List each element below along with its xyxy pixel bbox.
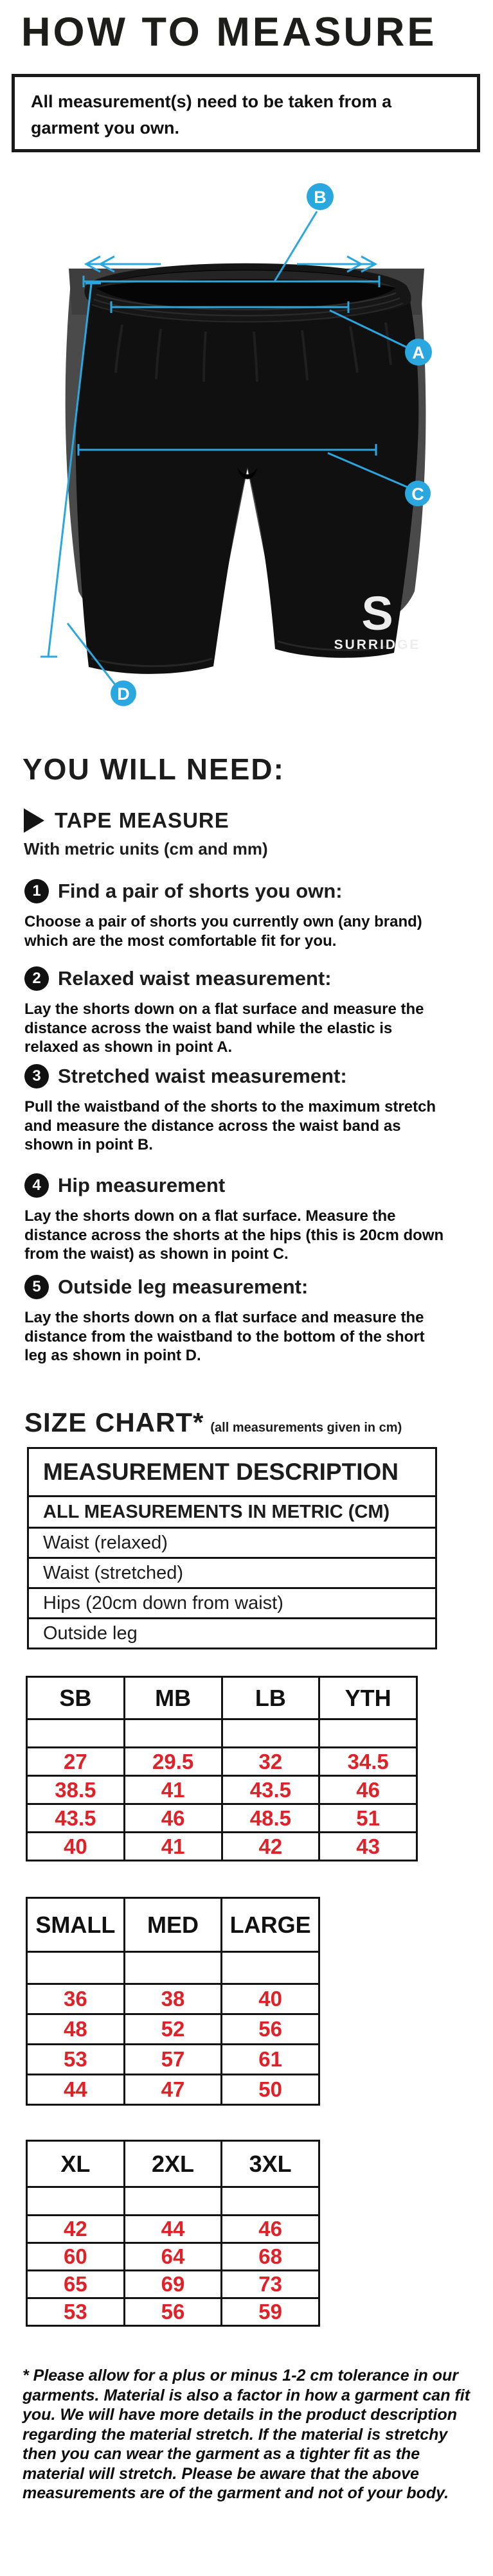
table-cell-empty [27,1719,125,1748]
measurement-description-table [27,1447,437,1649]
table-cell: Waist (relaxed) [28,1528,436,1558]
table-cell: 73 [222,2271,319,2298]
table-cell: 48 [27,2014,125,2045]
table-cell: 60 [27,2243,125,2271]
table-cell-empty [124,2187,222,2216]
table-cell: 44 [124,2216,222,2243]
table-cell: Hips (20cm down from waist) [28,1588,436,1619]
step-4-body: Lay the shorts down on a flat surface. Measure the distance across the shorts at the hips (this is 20cm down from the waist) as shown in point C. [24,1207,444,1263]
table-cell: 46 [124,1804,222,1833]
table-cell-empty [222,1719,319,1748]
table-cell-empty [319,1719,417,1748]
step-title: Stretched waist measurement: [58,1065,347,1087]
table-header-cell: SMALL [27,1898,125,1952]
table-cell: 40 [27,1833,125,1861]
step-number-badge: 2 [24,966,49,991]
table-cell: 29.5 [124,1748,222,1776]
notice-text: All measurement(s) need to be taken from a garment you own. [31,92,392,138]
step-number-badge: 3 [24,1064,49,1088]
adult-size-table [26,1897,320,2106]
table-cell-empty [124,1719,222,1748]
table-cell: 38.5 [27,1776,125,1804]
table-cell: 53 [27,2298,125,2326]
table-cell: 65 [27,2271,125,2298]
table-cell: 50 [222,2075,319,2105]
table-cell: 38 [124,1984,222,2014]
step-1-body: Choose a pair of shorts you currently own (any brand) which are the most comfortable fit for you. [24,913,422,950]
play-triangle-icon [24,808,44,833]
size-chart-subtitle: (all measurements given in cm) [210,1421,402,1435]
table-header-cell: MED [124,1898,222,1952]
table-cell: 42 [27,2216,125,2243]
point-d-label: D [117,684,130,704]
size-chart-title: SIZE CHART* [24,1407,204,1437]
table-cell: 48.5 [222,1804,319,1833]
table-cell: 69 [124,2271,222,2298]
table-cell-empty [222,2187,319,2216]
point-c-label: C [411,484,424,504]
you-will-need-heading: YOU WILL NEED: [22,752,285,786]
table-cell: 41 [124,1833,222,1861]
table-header-cell: MB [124,1677,222,1719]
step-2-heading [24,966,332,991]
step-3-heading [24,1064,347,1088]
step-number-badge: 5 [24,1275,49,1299]
table-cell: ALL MEASUREMENTS IN METRIC (CM) [28,1497,436,1528]
table-cell: 43 [319,1833,417,1861]
table-cell: 32 [222,1748,319,1776]
step-5-body: Lay the shorts down on a flat surface and measure the distance from the waistband to the bottom of the short leg as shown in point D. [24,1309,425,1365]
tape-measure-item [24,808,229,833]
table-cell: 43.5 [222,1776,319,1804]
table-cell: 52 [124,2014,222,2045]
step-title: Relaxed waist measurement: [58,967,332,990]
page-title: HOW TO MEASURE [21,10,437,55]
xl-size-table [26,2140,320,2327]
shorts-measurement-diagram [0,180,493,790]
step-2-body: Lay the shorts down on a flat surface and measure the distance across the waist band while the elastic is relaxed as shown in point A. [24,1000,424,1056]
point-a-label: A [412,343,425,362]
table-header-cell: 3XL [222,2141,319,2187]
table-cell: 42 [222,1833,319,1861]
table-cell: Outside leg [28,1619,436,1649]
table-cell: 56 [124,2298,222,2326]
tape-measure-note: With metric units (cm and mm) [24,839,268,858]
table-cell: 59 [222,2298,319,2326]
point-b-label: B [314,188,327,207]
step-title: Find a pair of shorts you own: [58,880,343,902]
table-cell: Waist (stretched) [28,1558,436,1588]
step-number-badge: 4 [24,1173,49,1198]
table-cell: 68 [222,2243,319,2271]
table-cell: 27 [27,1748,125,1776]
table-header-cell: YTH [319,1677,417,1719]
table-cell: 34.5 [319,1748,417,1776]
tape-measure-label: TAPE MEASURE [55,808,229,832]
table-header-cell: LB [222,1677,319,1719]
surridge-logo-mark: S [361,587,393,640]
step-1-heading [24,879,343,903]
step-5-heading [24,1275,308,1299]
table-cell-empty [27,2187,125,2216]
table-cell: 64 [124,2243,222,2271]
table-header-cell: SB [27,1677,125,1719]
step-4-heading [24,1173,225,1198]
step-number-badge: 1 [24,879,49,903]
table-header-cell: MEASUREMENT DESCRIPTION [28,1448,436,1497]
table-cell: 61 [222,2045,319,2075]
table-cell: 47 [124,2075,222,2105]
table-cell: 40 [222,1984,319,2014]
table-cell-empty [27,1952,125,1984]
table-cell: 56 [222,2014,319,2045]
table-cell-empty [222,1952,319,1984]
step-3-body: Pull the waistband of the shorts to the maximum stretch and measure the distance across the waist band as shown in point B. [24,1098,436,1154]
step-title: Outside leg measurement: [58,1275,309,1298]
table-cell: 46 [222,2216,319,2243]
table-cell: 53 [27,2045,125,2075]
table-header-cell: XL [27,2141,125,2187]
step-title: Hip measurement [58,1174,226,1196]
table-cell: 46 [319,1776,417,1804]
size-chart-heading [24,1407,402,1438]
surridge-logo-text: SURRIDGE [334,637,421,652]
table-cell: 41 [124,1776,222,1804]
tolerance-footnote: * Please allow for a plus or minus 1-2 cm tolerance in our garments. Material is also a factor in how a garment can fit you. We will have more details in the product description regarding the material stretch. If the material is stretchy then you can wear the garment as a tighter fit as the material will stretch. Please be aware that the above measurements are of the garment and not of your body. [22,2367,471,2502]
table-cell: 43.5 [27,1804,125,1833]
youth-size-table [26,1676,418,1861]
table-header-cell: LARGE [222,1898,319,1952]
table-cell: 44 [27,2075,125,2105]
table-cell-empty [124,1952,222,1984]
table-header-cell: 2XL [124,2141,222,2187]
table-cell: 36 [27,1984,125,2014]
table-cell: 51 [319,1804,417,1833]
table-cell: 57 [124,2045,222,2075]
